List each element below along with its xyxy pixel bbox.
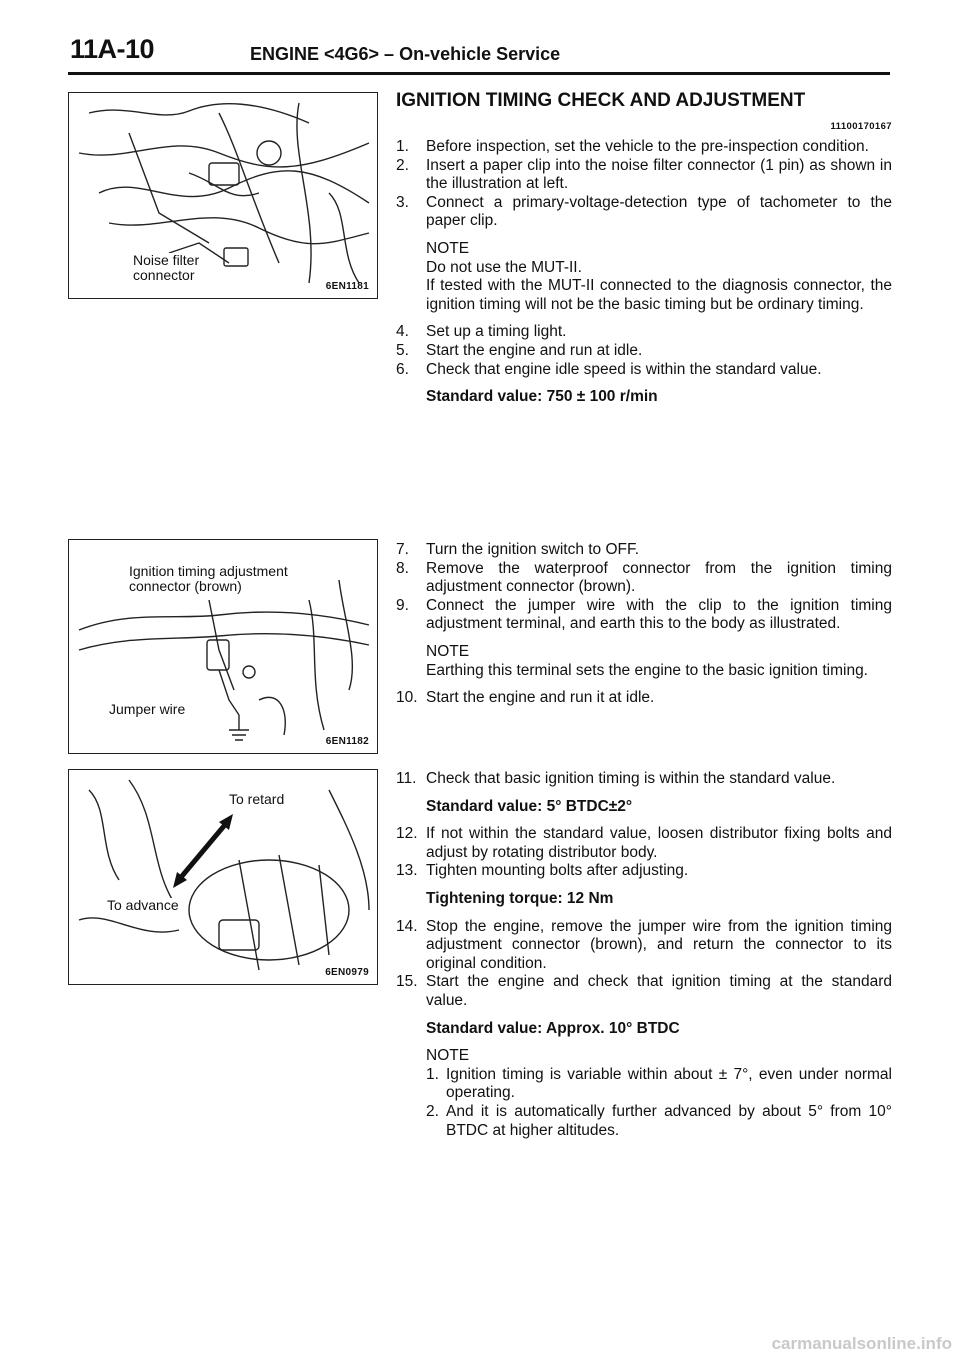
step-item: 11. Check that basic ignition timing is within the standard value. bbox=[396, 770, 836, 787]
label-to-advance: To advance bbox=[107, 897, 179, 913]
figure-timing-connector bbox=[68, 539, 378, 754]
section-code: 11100170167 bbox=[830, 121, 892, 132]
step-item: 14. Stop the engine, remove the jumper wire from the ignition timing adjustment connector (brown), and return the connector to its original condition. bbox=[396, 917, 892, 972]
step-item: 12. If not within the standard value, loosen distributor fixing bolts and adjust by rotating distributor body. bbox=[396, 825, 892, 861]
step-item: 13. Tighten mounting bolts after adjusting. bbox=[396, 862, 689, 880]
label-jumper-wire: Jumper wire bbox=[109, 701, 186, 717]
step-item: 3. Connect a primary-voltage-detection type of tachometer to the paper clip. bbox=[396, 193, 892, 230]
note-item: 2. And it is automatically further advanced by about 5° from 10° BTDC at higher altitudes. bbox=[426, 1102, 892, 1139]
label-connector-brown: connector (brown) bbox=[129, 578, 242, 594]
engine-illustration-3 bbox=[69, 770, 377, 984]
page-code: 11A-10 bbox=[70, 34, 155, 64]
engine-illustration-1 bbox=[69, 93, 377, 298]
figure-id: 6EN1181 bbox=[325, 281, 369, 292]
steps-block-1 bbox=[396, 138, 892, 416]
step-item: 1. Before inspection, set the vehicle to the pre-inspection condition. bbox=[396, 138, 869, 155]
note-heading: NOTE bbox=[426, 1047, 470, 1065]
note-text: Earthing this terminal sets the engine to the basic ignition timing. bbox=[426, 661, 868, 679]
spec-actual-timing: Standard value: Approx. 10° BTDC bbox=[426, 1019, 680, 1037]
step-item: 9. Connect the jumper wire with the clip to the ignition timing adjustment terminal, and earth this to the body as illustrated. bbox=[396, 596, 892, 633]
label-ignition-timing: Ignition timing adjustment bbox=[129, 563, 288, 579]
note-text: If tested with the MUT-II connected to the diagnosis connector, the ignition timing will not be the basic timing but be ordinary timing. bbox=[426, 277, 892, 313]
page-title: ENGINE <4G6> – On-vehicle Service bbox=[250, 44, 561, 64]
note-heading: NOTE bbox=[426, 239, 470, 257]
label-connector: connector bbox=[133, 267, 195, 283]
steps-block-2 bbox=[396, 541, 892, 708]
step-item: 2. Insert a paper clip into the noise filter connector (1 pin) as shown in the illustration at left. bbox=[396, 156, 892, 193]
label-to-retard: To retard bbox=[229, 791, 285, 807]
spec-basic-timing: Standard value: 5° BTDC±2° bbox=[426, 797, 633, 815]
header-rule bbox=[68, 72, 890, 75]
step-item: 15. Start the engine and check that ignition timing at the standard value. bbox=[396, 973, 892, 1009]
footer-watermark: carmanualsonline.info bbox=[771, 1334, 952, 1353]
step-item: 6. Check that engine idle speed is within the standard value. bbox=[396, 360, 822, 378]
steps-block-3 bbox=[396, 770, 892, 1140]
step-item: 5. Start the engine and run at idle. bbox=[396, 341, 643, 359]
figure-noise-filter bbox=[68, 92, 378, 299]
step-item: 8. Remove the waterproof connector from the ignition timing adjustment connector (brown). bbox=[396, 559, 892, 596]
step-item: 7. Turn the ignition switch to OFF. bbox=[396, 541, 640, 558]
spec-idle-speed: Standard value: 750 ± 100 r/min bbox=[426, 388, 658, 406]
step-item: 4. Set up a timing light. bbox=[396, 323, 567, 341]
figure-distributor bbox=[68, 769, 378, 985]
note-heading: NOTE bbox=[426, 642, 470, 660]
spec-torque: Tightening torque: 12 Nm bbox=[426, 889, 614, 907]
section-title: IGNITION TIMING CHECK AND ADJUSTMENT bbox=[396, 90, 806, 111]
note-text: Do not use the MUT-II. bbox=[426, 258, 582, 276]
label-noise-filter: Noise filter bbox=[133, 252, 200, 268]
step-item: 10. Start the engine and run it at idle. bbox=[396, 689, 655, 707]
figure-id: 6EN1182 bbox=[325, 736, 369, 747]
figure-id: 6EN0979 bbox=[325, 967, 369, 978]
note-item: 1. Ignition timing is variable within about ± 7°, even under normal operating. bbox=[426, 1065, 892, 1102]
